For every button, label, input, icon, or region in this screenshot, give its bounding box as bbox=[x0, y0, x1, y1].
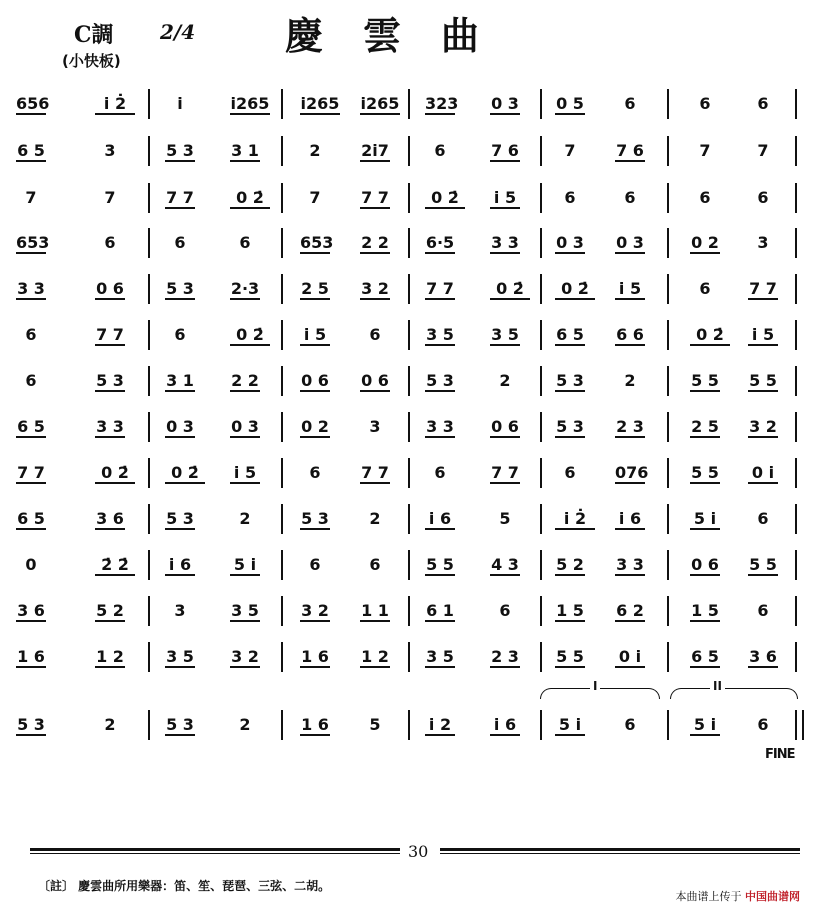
note-group: 0 3 bbox=[231, 417, 259, 436]
note-group: 1 6 bbox=[301, 715, 329, 734]
bar-line bbox=[408, 183, 410, 213]
bar-line bbox=[795, 228, 797, 258]
note-group: 6 bbox=[309, 555, 321, 574]
note-group: 7 7 bbox=[17, 463, 45, 482]
note-group: i265 bbox=[300, 94, 340, 113]
note-group: 5 i bbox=[230, 556, 260, 576]
tempo-marking: (小快板) bbox=[62, 52, 121, 70]
note-group: 0 2̇ bbox=[490, 280, 530, 300]
note-group: 2 5 bbox=[301, 279, 329, 298]
note-group: i 6 bbox=[490, 716, 520, 736]
bar-line bbox=[667, 89, 669, 119]
note-group: 1 2 bbox=[361, 647, 389, 666]
bar-line bbox=[408, 642, 410, 672]
note-group: i 5 bbox=[230, 464, 260, 484]
note-group: 6 bbox=[757, 509, 769, 528]
note-group: 5 5 bbox=[749, 371, 777, 390]
note-group: 3 3 bbox=[17, 279, 45, 298]
note-group: 3 2 bbox=[231, 647, 259, 666]
note-group: 6 5 bbox=[17, 141, 45, 160]
note-group: 0 2̇ bbox=[425, 189, 465, 209]
note-group: 7 6 bbox=[616, 141, 644, 160]
time-signature: 2/4 bbox=[160, 20, 196, 44]
note-group: 7 bbox=[25, 188, 37, 207]
bar-line bbox=[408, 274, 410, 304]
note-group: 1 1 bbox=[361, 601, 389, 620]
note-group: 0 6 bbox=[361, 371, 389, 390]
note-group: i 5 bbox=[300, 326, 330, 346]
bar-line bbox=[281, 183, 283, 213]
bar-line bbox=[540, 412, 542, 442]
note-group: 3 3 bbox=[426, 417, 454, 436]
bar-line bbox=[667, 596, 669, 626]
bar-line bbox=[148, 412, 150, 442]
note-group: 3 1 bbox=[231, 141, 259, 160]
note-group: 3 3 bbox=[96, 417, 124, 436]
note-group: 6 6 bbox=[616, 325, 644, 344]
bar-line bbox=[667, 412, 669, 442]
bar-line bbox=[281, 458, 283, 488]
note-group: 6 bbox=[564, 188, 576, 207]
note-group: 0 3 bbox=[166, 417, 194, 436]
note-group: 3 2 bbox=[361, 279, 389, 298]
note-group: 7 bbox=[757, 141, 769, 160]
bar-line bbox=[795, 504, 797, 534]
bar-line bbox=[540, 366, 542, 396]
note-group: 2 bbox=[499, 371, 511, 390]
note-group: 5 3 bbox=[17, 715, 45, 734]
note-group: 5 3 bbox=[301, 509, 329, 528]
note-group: 6 bbox=[624, 94, 636, 113]
note-group: 6 1 bbox=[426, 601, 454, 620]
note-group: 7 bbox=[699, 141, 711, 160]
note-group: 7 7 bbox=[426, 279, 454, 298]
note-group: 2 bbox=[239, 715, 251, 734]
bar-line bbox=[281, 320, 283, 350]
note-group: 7 bbox=[309, 188, 321, 207]
bar-line bbox=[667, 504, 669, 534]
note-group: 1 5 bbox=[691, 601, 719, 620]
note-group: 6 bbox=[309, 463, 321, 482]
bar-line bbox=[795, 710, 804, 740]
note-group: 5 3 bbox=[96, 371, 124, 390]
bar-line bbox=[667, 228, 669, 258]
note-group: 7 bbox=[104, 188, 116, 207]
note-group: 5 2 bbox=[556, 555, 584, 574]
note-group: 3 3 bbox=[616, 555, 644, 574]
note-group: 0 6 bbox=[301, 371, 329, 390]
source-credit bbox=[676, 888, 801, 904]
note-group: 3 6 bbox=[749, 647, 777, 666]
volta-label-1: I bbox=[590, 679, 600, 693]
note-group: 6 bbox=[499, 601, 511, 620]
bar-line bbox=[540, 596, 542, 626]
note-group: 2 bbox=[624, 371, 636, 390]
note-group: 7 7 bbox=[361, 463, 389, 482]
note-group: 5 5 bbox=[556, 647, 584, 666]
note-group: 6 5 bbox=[691, 647, 719, 666]
note-group: 323 bbox=[425, 94, 459, 113]
note-group: 0 6 bbox=[491, 417, 519, 436]
note-group: 3 bbox=[174, 601, 186, 620]
note-group: 5 3 bbox=[556, 371, 584, 390]
note-group: 0 3 bbox=[616, 233, 644, 252]
bar-line bbox=[667, 183, 669, 213]
note-group: 2i7 bbox=[361, 141, 389, 160]
bar-line bbox=[281, 274, 283, 304]
note-group: 2 bbox=[309, 141, 321, 160]
note-group: 6 bbox=[369, 325, 381, 344]
note-group: i 2̇ bbox=[555, 510, 595, 530]
note-group: 6 5 bbox=[17, 417, 45, 436]
bar-line bbox=[408, 504, 410, 534]
note-group: 653 bbox=[16, 233, 50, 252]
note-group: 6 bbox=[25, 325, 37, 344]
bar-line bbox=[540, 504, 542, 534]
bar-line bbox=[667, 136, 669, 166]
bar-line bbox=[148, 710, 150, 740]
note-group: i265 bbox=[230, 94, 270, 113]
note-group: i 6 bbox=[165, 556, 195, 576]
bar-line bbox=[540, 228, 542, 258]
note-group: i 6 bbox=[615, 510, 645, 530]
note-group: 653 bbox=[300, 233, 334, 252]
bar-line bbox=[148, 550, 150, 580]
bar-line bbox=[795, 458, 797, 488]
bar-line bbox=[667, 458, 669, 488]
note-group: 656 bbox=[16, 94, 50, 113]
source-prefix: 本曲谱上传于 bbox=[675, 890, 742, 903]
bar-line bbox=[667, 642, 669, 672]
note-group: 2 bbox=[239, 509, 251, 528]
note-group: 3 5 bbox=[426, 325, 454, 344]
bar-line bbox=[540, 183, 542, 213]
note-group: 7 bbox=[564, 141, 576, 160]
footer-rule-left bbox=[30, 848, 400, 851]
note-group: 3 3 bbox=[491, 233, 519, 252]
bar-line bbox=[540, 710, 542, 740]
note-group: 6 bbox=[757, 715, 769, 734]
volta-bracket-2 bbox=[670, 688, 798, 699]
bar-line bbox=[667, 550, 669, 580]
bar-line bbox=[667, 366, 669, 396]
note-group: 6·5 bbox=[425, 233, 455, 252]
bar-line bbox=[148, 366, 150, 396]
note-group: 0 3 bbox=[491, 94, 519, 113]
bar-line bbox=[795, 183, 797, 213]
note-group: 6 bbox=[699, 279, 711, 298]
bar-line bbox=[148, 183, 150, 213]
bar-line bbox=[667, 274, 669, 304]
bar-line bbox=[667, 320, 669, 350]
bar-line bbox=[281, 596, 283, 626]
page-number: 30 bbox=[408, 842, 429, 861]
note-group: 5 5 bbox=[691, 463, 719, 482]
note-group: i bbox=[177, 94, 183, 113]
note-group: 6 2 bbox=[616, 601, 644, 620]
note-group: 6 bbox=[25, 371, 37, 390]
note-group: 0 2̇ bbox=[165, 464, 205, 484]
note-group: 3 2 bbox=[749, 417, 777, 436]
note-group: 3 2 bbox=[301, 601, 329, 620]
note-group: 0 bbox=[25, 555, 37, 574]
bar-line bbox=[540, 274, 542, 304]
note-group: 1 2 bbox=[96, 647, 124, 666]
bar-line bbox=[408, 596, 410, 626]
note-group: 5 i bbox=[555, 716, 585, 736]
note-group: 4 3 bbox=[491, 555, 519, 574]
note-group: 0 2̇ bbox=[230, 189, 270, 209]
note-group: 1 6 bbox=[17, 647, 45, 666]
bar-line bbox=[795, 89, 797, 119]
note-group: 5 5 bbox=[426, 555, 454, 574]
note-group: 0 6 bbox=[96, 279, 124, 298]
bar-line bbox=[540, 550, 542, 580]
bar-line bbox=[148, 458, 150, 488]
bar-line bbox=[540, 136, 542, 166]
note-group: 6 bbox=[174, 325, 186, 344]
note-group: 3 5 bbox=[231, 601, 259, 620]
note-group: 6 bbox=[624, 715, 636, 734]
bar-line bbox=[281, 366, 283, 396]
footnote: 〔註〕 慶雲曲所用樂器：笛、笙、琵琶、三弦、二胡。 bbox=[38, 879, 331, 893]
note-group: 2 3 bbox=[491, 647, 519, 666]
note-group: 2 2 bbox=[361, 233, 389, 252]
note-group: 2 bbox=[369, 509, 381, 528]
bar-line bbox=[408, 89, 410, 119]
bar-line bbox=[148, 596, 150, 626]
note-group: 3 5 bbox=[491, 325, 519, 344]
note-group: 5 5 bbox=[749, 555, 777, 574]
note-group: 0 6 bbox=[691, 555, 719, 574]
bar-line bbox=[281, 710, 283, 740]
bar-line bbox=[148, 504, 150, 534]
footer-rule-right-thin bbox=[440, 853, 800, 854]
note-group: 5 bbox=[499, 509, 511, 528]
note-group: 6 bbox=[239, 233, 251, 252]
note-group: i 2̇ bbox=[95, 95, 135, 115]
bar-line bbox=[281, 412, 283, 442]
bar-line bbox=[795, 550, 797, 580]
bar-line bbox=[795, 596, 797, 626]
bar-line bbox=[795, 274, 797, 304]
note-group: 5 3 bbox=[426, 371, 454, 390]
note-group: 0 2 bbox=[301, 417, 329, 436]
volta-label-2: II bbox=[710, 679, 725, 693]
bar-line bbox=[148, 642, 150, 672]
note-group: 6 bbox=[699, 188, 711, 207]
note-group: i 2 bbox=[425, 716, 455, 736]
bar-line bbox=[540, 89, 542, 119]
note-group: 0 3 bbox=[556, 233, 584, 252]
note-group: 3 5 bbox=[426, 647, 454, 666]
note-group: 6 bbox=[369, 555, 381, 574]
bar-line bbox=[408, 228, 410, 258]
bar-line bbox=[148, 228, 150, 258]
bar-line bbox=[540, 642, 542, 672]
note-group: 5 3 bbox=[166, 509, 194, 528]
bar-line bbox=[408, 320, 410, 350]
note-group: 0 5 bbox=[556, 94, 584, 113]
note-group: 6 bbox=[757, 94, 769, 113]
note-group: 0 2̇ bbox=[690, 326, 730, 346]
bar-line bbox=[795, 320, 797, 350]
bar-line bbox=[281, 642, 283, 672]
key-signature: C調 bbox=[74, 22, 114, 48]
note-group: 0 2̇ bbox=[555, 280, 595, 300]
note-group: 5 bbox=[369, 715, 381, 734]
note-group: 5 3 bbox=[166, 141, 194, 160]
bar-line bbox=[408, 710, 410, 740]
note-group: 5 2 bbox=[96, 601, 124, 620]
note-group: 6 5 bbox=[556, 325, 584, 344]
note-group: i265 bbox=[360, 94, 400, 113]
note-group: 5 i bbox=[690, 510, 720, 530]
bar-line bbox=[148, 274, 150, 304]
source-logo: 中国曲谱网 bbox=[745, 890, 800, 903]
note-group: 3 6 bbox=[96, 509, 124, 528]
note-group: 7 7 bbox=[166, 188, 194, 207]
bar-line bbox=[795, 412, 797, 442]
note-group: i 6 bbox=[425, 510, 455, 530]
bar-line bbox=[281, 504, 283, 534]
note-group: 0 2 bbox=[691, 233, 719, 252]
note-group: i 5 bbox=[490, 189, 520, 209]
note-group: 2 2 bbox=[231, 371, 259, 390]
note-group: 2̇ 2̇ bbox=[95, 556, 135, 576]
bar-line bbox=[281, 550, 283, 580]
note-group: 2 5 bbox=[691, 417, 719, 436]
note-group: 1 5 bbox=[556, 601, 584, 620]
note-group: i 5 bbox=[748, 326, 778, 346]
note-group: 6 bbox=[699, 94, 711, 113]
note-group: 5 5 bbox=[691, 371, 719, 390]
fine-marking: FINE bbox=[765, 747, 795, 762]
bar-line bbox=[408, 458, 410, 488]
note-group: 3 6 bbox=[17, 601, 45, 620]
bar-line bbox=[148, 89, 150, 119]
note-group: 6 bbox=[434, 141, 446, 160]
footer-rule-left-thin bbox=[30, 853, 400, 854]
bar-line bbox=[408, 412, 410, 442]
note-group: 0 i bbox=[615, 648, 645, 668]
note-group: 6 bbox=[757, 188, 769, 207]
note-group: 5 3 bbox=[166, 279, 194, 298]
note-group: 0 2̇ bbox=[230, 326, 270, 346]
note-group: 6 5 bbox=[17, 509, 45, 528]
bar-line bbox=[540, 458, 542, 488]
note-group: 3 bbox=[104, 141, 116, 160]
note-group: 0 i bbox=[748, 464, 778, 484]
note-group: 3 bbox=[757, 233, 769, 252]
note-group: i 5 bbox=[615, 280, 645, 300]
note-group: 7 7 bbox=[749, 279, 777, 298]
note-group: 2·3 bbox=[230, 279, 260, 298]
bar-line bbox=[148, 136, 150, 166]
bar-line bbox=[281, 228, 283, 258]
note-group: 7 7 bbox=[361, 188, 389, 207]
note-group: 3 bbox=[369, 417, 381, 436]
bar-line bbox=[408, 366, 410, 396]
bar-line bbox=[408, 550, 410, 580]
note-group: 076 bbox=[615, 463, 649, 482]
bar-line bbox=[540, 320, 542, 350]
note-group: 7 7 bbox=[491, 463, 519, 482]
bar-line bbox=[795, 642, 797, 672]
note-group: 7 6 bbox=[491, 141, 519, 160]
note-group: 3 5 bbox=[166, 647, 194, 666]
note-group: 3 1 bbox=[166, 371, 194, 390]
note-group: 6 bbox=[104, 233, 116, 252]
note-group: 6 bbox=[757, 601, 769, 620]
note-group: 6 bbox=[174, 233, 186, 252]
note-group: 2 3 bbox=[616, 417, 644, 436]
note-group: 5 3 bbox=[166, 715, 194, 734]
bar-line bbox=[148, 320, 150, 350]
note-group: 7 7 bbox=[96, 325, 124, 344]
bar-line bbox=[408, 136, 410, 166]
bar-line bbox=[795, 136, 797, 166]
note-group: 5 3 bbox=[556, 417, 584, 436]
note-group: 2 bbox=[104, 715, 116, 734]
footer-rule-right bbox=[440, 848, 800, 851]
bar-line bbox=[667, 710, 669, 740]
bar-line bbox=[281, 136, 283, 166]
page-title: 慶雲曲 bbox=[285, 13, 520, 58]
note-group: 6 bbox=[624, 188, 636, 207]
note-group: 6 bbox=[564, 463, 576, 482]
note-group: 0 2̇ bbox=[95, 464, 135, 484]
note-group: 6 bbox=[434, 463, 446, 482]
bar-line bbox=[281, 89, 283, 119]
note-group: 1 6 bbox=[301, 647, 329, 666]
bar-line bbox=[795, 366, 797, 396]
note-group: 5 i bbox=[690, 716, 720, 736]
